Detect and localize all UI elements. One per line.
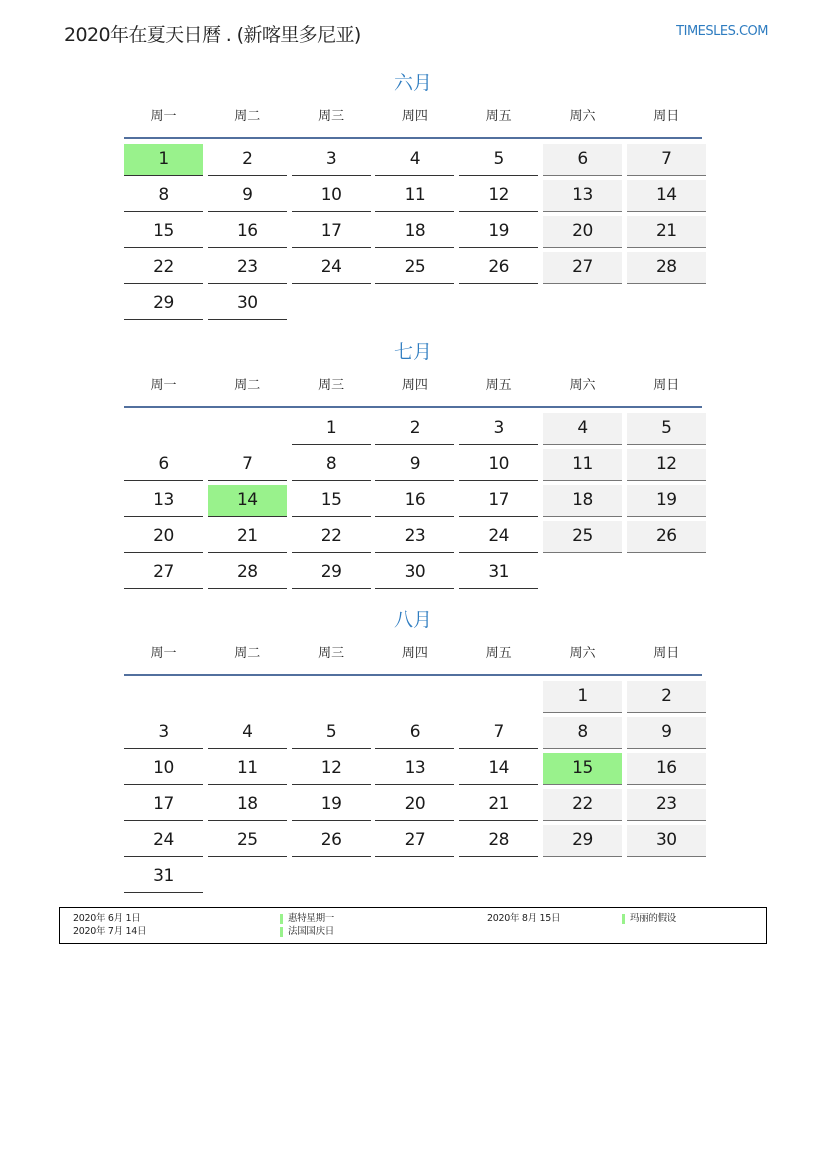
day-cell[interactable]: 25: [208, 825, 287, 857]
holiday-day-cell[interactable]: 14: [208, 485, 287, 517]
legend-holiday-name: 法国国庆日: [288, 926, 335, 937]
weekday-header: [124, 106, 702, 137]
day-cell[interactable]: 10: [124, 753, 203, 785]
legend-holiday: [280, 926, 334, 938]
day-cell[interactable]: 16: [208, 216, 287, 248]
month-title: 八月: [393, 609, 432, 631]
day-cell[interactable]: 28: [459, 825, 538, 857]
day-cell[interactable]: 23: [627, 789, 706, 821]
day-cell[interactable]: 11: [375, 180, 454, 212]
day-cell[interactable]: 16: [375, 485, 454, 517]
weekday-label: 周三: [318, 646, 345, 661]
day-cell[interactable]: 15: [124, 216, 203, 248]
month-calendar: [124, 70, 702, 320]
header-rule: [124, 137, 702, 139]
legend-date: 2020年 7月 14日: [73, 926, 147, 937]
day-cell[interactable]: 4: [208, 717, 287, 749]
day-cell-empty: [459, 681, 538, 713]
weekday-label: 周日: [653, 646, 680, 661]
legend-holiday-name: 惠特星期一: [288, 913, 335, 924]
weekday-label: 周四: [401, 646, 428, 661]
day-cell[interactable]: 6: [543, 144, 622, 176]
day-cell[interactable]: 17: [292, 216, 371, 248]
header-rule: [124, 406, 702, 408]
day-grid: [124, 144, 702, 320]
month-title: 七月: [393, 341, 432, 363]
month-title: 六月: [393, 72, 432, 94]
weekday-label: 周六: [569, 378, 596, 393]
day-cell[interactable]: 12: [627, 449, 706, 481]
day-cell[interactable]: 10: [459, 449, 538, 481]
day-cell[interactable]: 29: [543, 825, 622, 857]
day-cell[interactable]: 8: [292, 449, 371, 481]
day-cell[interactable]: 29: [124, 288, 203, 320]
day-cell[interactable]: 22: [124, 252, 203, 284]
day-cell-empty: [375, 681, 454, 713]
day-cell[interactable]: 17: [459, 485, 538, 517]
day-cell[interactable]: 27: [543, 252, 622, 284]
day-cell[interactable]: 8: [124, 180, 203, 212]
day-cell[interactable]: 6: [375, 717, 454, 749]
day-cell[interactable]: 13: [375, 753, 454, 785]
weekday-label: 周五: [485, 378, 512, 393]
weekday-label: 周日: [653, 109, 680, 124]
day-cell[interactable]: 11: [543, 449, 622, 481]
day-cell[interactable]: 7: [459, 717, 538, 749]
day-cell[interactable]: 14: [627, 180, 706, 212]
day-cell[interactable]: 18: [543, 485, 622, 517]
weekday-label: 周五: [485, 109, 512, 124]
day-cell[interactable]: 20: [543, 216, 622, 248]
weekday-label: 周二: [234, 109, 261, 124]
day-cell[interactable]: 19: [459, 216, 538, 248]
day-cell[interactable]: 6: [124, 449, 203, 481]
day-grid: [124, 413, 702, 589]
weekday-label: 周一: [150, 109, 177, 124]
day-cell[interactable]: 16: [627, 753, 706, 785]
legend-date: 2020年 8月 15日: [487, 913, 561, 924]
weekday-label: 周六: [569, 646, 596, 661]
day-cell[interactable]: 22: [292, 521, 371, 553]
weekday-label: 周二: [234, 378, 261, 393]
holiday-day-cell[interactable]: 15: [543, 753, 622, 785]
day-cell[interactable]: 21: [208, 521, 287, 553]
day-cell[interactable]: 2: [208, 144, 287, 176]
day-cell[interactable]: 5: [459, 144, 538, 176]
weekday-label: 周一: [150, 646, 177, 661]
header-rule: [124, 674, 702, 676]
day-cell[interactable]: 25: [543, 521, 622, 553]
day-cell[interactable]: 15: [292, 485, 371, 517]
day-cell[interactable]: 28: [208, 557, 287, 589]
day-cell[interactable]: 30: [627, 825, 706, 857]
day-cell[interactable]: 5: [292, 717, 371, 749]
weekday-label: 周三: [318, 109, 345, 124]
day-cell[interactable]: 22: [543, 789, 622, 821]
weekday-label: 周六: [569, 109, 596, 124]
day-cell[interactable]: 21: [459, 789, 538, 821]
day-grid: [124, 681, 702, 893]
day-cell-empty: [208, 413, 287, 445]
legend-holiday-name: 玛丽的假设: [630, 913, 677, 924]
legend-holiday: [622, 913, 676, 925]
day-cell[interactable]: 23: [208, 252, 287, 284]
weekday-label: 周三: [318, 378, 345, 393]
day-cell[interactable]: 17: [124, 789, 203, 821]
day-cell[interactable]: 25: [375, 252, 454, 284]
page-title: 2020年在夏天日曆 . (新喀里多尼亚): [64, 24, 361, 46]
day-cell[interactable]: 4: [375, 144, 454, 176]
day-cell[interactable]: 10: [292, 180, 371, 212]
day-cell[interactable]: 30: [375, 557, 454, 589]
day-cell[interactable]: 3: [124, 717, 203, 749]
weekday-label: 周日: [653, 378, 680, 393]
holiday-legend: [59, 907, 767, 944]
holiday-day-cell[interactable]: 1: [124, 144, 203, 176]
day-cell[interactable]: 1: [292, 413, 371, 445]
day-cell-empty: [124, 413, 203, 445]
day-cell[interactable]: 31: [124, 861, 203, 893]
day-cell[interactable]: 1: [543, 681, 622, 713]
day-cell[interactable]: 9: [208, 180, 287, 212]
day-cell[interactable]: 4: [543, 413, 622, 445]
legend-holiday: [280, 913, 334, 925]
day-cell[interactable]: 26: [292, 825, 371, 857]
day-cell[interactable]: 20: [375, 789, 454, 821]
day-cell[interactable]: 13: [124, 485, 203, 517]
holiday-swatch-icon: [622, 914, 625, 924]
brand-link[interactable]: TIMESLES.COM: [676, 24, 768, 39]
day-cell-empty: [208, 681, 287, 713]
day-cell[interactable]: 24: [292, 252, 371, 284]
day-cell-empty: [124, 681, 203, 713]
month-calendar: [124, 339, 702, 589]
day-cell[interactable]: 30: [208, 288, 287, 320]
weekday-label: 周四: [401, 109, 428, 124]
day-cell[interactable]: 13: [543, 180, 622, 212]
month-calendar: [124, 607, 702, 893]
day-cell[interactable]: 12: [292, 753, 371, 785]
day-cell[interactable]: 24: [459, 521, 538, 553]
weekday-header: [124, 375, 702, 406]
day-cell[interactable]: 28: [627, 252, 706, 284]
day-cell[interactable]: 2: [627, 681, 706, 713]
day-cell[interactable]: 5: [627, 413, 706, 445]
day-cell[interactable]: 8: [543, 717, 622, 749]
day-cell[interactable]: 2: [375, 413, 454, 445]
day-cell[interactable]: 29: [292, 557, 371, 589]
day-cell[interactable]: 9: [627, 717, 706, 749]
weekday-label: 周四: [401, 378, 428, 393]
day-cell[interactable]: 9: [375, 449, 454, 481]
holiday-swatch-icon: [280, 914, 283, 924]
day-cell[interactable]: 20: [124, 521, 203, 553]
day-cell[interactable]: 12: [459, 180, 538, 212]
day-cell[interactable]: 3: [292, 144, 371, 176]
day-cell[interactable]: 27: [124, 557, 203, 589]
weekday-header: [124, 643, 702, 674]
day-cell[interactable]: 7: [208, 449, 287, 481]
weekday-label: 周一: [150, 378, 177, 393]
day-cell[interactable]: 26: [627, 521, 706, 553]
day-cell[interactable]: 3: [459, 413, 538, 445]
day-cell[interactable]: 11: [208, 753, 287, 785]
day-cell[interactable]: 21: [627, 216, 706, 248]
day-cell[interactable]: 14: [459, 753, 538, 785]
holiday-swatch-icon: [280, 927, 283, 937]
day-cell[interactable]: 24: [124, 825, 203, 857]
day-cell[interactable]: 19: [292, 789, 371, 821]
day-cell[interactable]: 31: [459, 557, 538, 589]
day-cell[interactable]: 19: [627, 485, 706, 517]
day-cell[interactable]: 18: [375, 216, 454, 248]
day-cell[interactable]: 23: [375, 521, 454, 553]
day-cell[interactable]: 26: [459, 252, 538, 284]
day-cell-empty: [292, 681, 371, 713]
day-cell[interactable]: 7: [627, 144, 706, 176]
day-cell[interactable]: 18: [208, 789, 287, 821]
weekday-label: 周五: [485, 646, 512, 661]
day-cell[interactable]: 27: [375, 825, 454, 857]
legend-date: 2020年 6月 1日: [73, 913, 141, 924]
weekday-label: 周二: [234, 646, 261, 661]
